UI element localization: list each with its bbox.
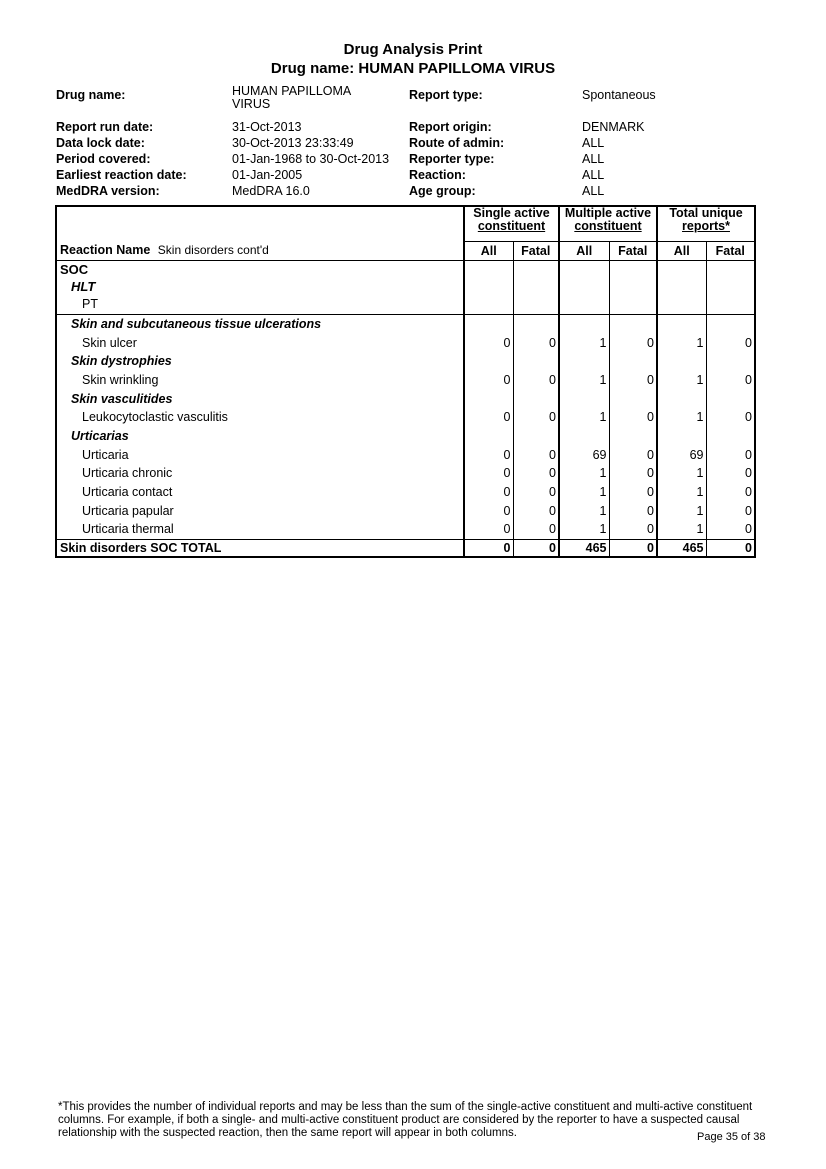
value-cell: 1	[657, 371, 706, 390]
empty-cell	[609, 295, 657, 315]
level-hlt-label: HLT	[71, 278, 96, 294]
pt-row	[56, 408, 755, 427]
value-cell: 1	[657, 408, 706, 427]
empty-cell	[657, 278, 706, 295]
value-cell: 69	[559, 445, 609, 464]
meta-label: Period covered:	[56, 152, 151, 166]
empty-cell	[609, 389, 657, 408]
page-number: Page 35 of 38	[697, 1131, 766, 1143]
value-cell: 1	[657, 501, 706, 520]
total-unique-header-line2: reports*	[682, 219, 730, 233]
empty-cell	[513, 295, 559, 315]
meta-label: Reporter type:	[409, 152, 495, 166]
value-cell: 0	[609, 520, 657, 539]
total-row	[56, 539, 755, 557]
value-cell: 0	[513, 464, 559, 483]
empty-cell	[609, 427, 657, 446]
level-pt-label: PT	[56, 295, 464, 315]
level-soc-label: SOC	[60, 261, 89, 277]
value-cell: 0	[513, 445, 559, 464]
value-cell: 0	[706, 464, 755, 483]
pt-row	[56, 371, 755, 390]
hlt-row	[56, 389, 755, 408]
legend-row	[56, 260, 755, 278]
pt-name: Urticaria contact	[82, 485, 173, 500]
value-cell: 1	[657, 333, 706, 352]
footnote: *This provides the number of individual reports and may be less than the sum of the single-active constituent and multi-active constituent columns. For example, if both a single- and multi-active constituent product are considered by the reporter to have a suspected causal relationship with the suspected reaction, then the same report will appear in both columns.	[58, 1101, 753, 1139]
value-cell: 0	[609, 371, 657, 390]
empty-cell	[464, 427, 513, 446]
reaction-name-label: Reaction Name	[60, 243, 151, 258]
value-cell: 0	[609, 483, 657, 502]
value-cell: 0	[513, 501, 559, 520]
empty-cell	[559, 389, 609, 408]
value-cell: 1	[559, 501, 609, 520]
meta-label: Age group:	[409, 184, 476, 198]
value-cell: 0	[609, 445, 657, 464]
empty-cell	[513, 352, 559, 371]
empty-cell	[464, 389, 513, 408]
value-cell: 0	[706, 501, 755, 520]
sub-header-all: All	[464, 241, 513, 260]
value-cell: 0	[513, 408, 559, 427]
hlt-name: Skin dystrophies	[71, 354, 172, 369]
legend-row	[56, 278, 755, 295]
group-header-row	[56, 206, 755, 241]
meta-value: DENMARK	[582, 120, 645, 134]
total-unique-header-line1: Total unique	[669, 206, 743, 220]
meta-label: Data lock date:	[56, 136, 145, 150]
sub-header-fatal: Fatal	[706, 241, 755, 260]
pt-row	[56, 464, 755, 483]
meta-value: 01-Jan-2005	[232, 168, 303, 182]
empty-cell	[513, 389, 559, 408]
pt-name: Leukocytoclastic vasculitis	[82, 410, 228, 425]
meta-right-labels	[409, 87, 504, 199]
pt-name: Urticaria thermal	[82, 522, 174, 537]
value-cell: 0	[464, 445, 513, 464]
meta-value: ALL	[582, 168, 605, 182]
empty-cell	[609, 352, 657, 371]
value-cell: 1	[559, 371, 609, 390]
empty-cell	[464, 314, 513, 333]
total-unique-header	[657, 206, 755, 241]
value-cell: 0	[609, 408, 657, 427]
legend-block	[56, 260, 755, 314]
value-cell: 0	[464, 333, 513, 352]
hlt-row	[56, 314, 755, 333]
multiple-active-header-line1: Multiple active	[564, 206, 652, 220]
empty-cell	[559, 352, 609, 371]
sub-header-fatal: Fatal	[513, 241, 559, 260]
empty-cell	[464, 278, 513, 295]
sub-header-row	[56, 241, 755, 260]
page-subtitle: Drug name: HUMAN PAPILLOMA VIRUS	[270, 60, 556, 77]
reaction-name-header	[56, 241, 464, 260]
total-cell: 0	[706, 539, 755, 557]
empty-cell	[706, 314, 755, 333]
value-cell: 0	[464, 464, 513, 483]
hlt-name: Skin and subcutaneous tissue ulcerations	[71, 316, 322, 331]
value-cell: 0	[464, 483, 513, 502]
total-cell: 465	[559, 539, 609, 557]
meta-label: Report run date:	[56, 120, 154, 134]
meta-right-values	[582, 87, 656, 199]
empty-cell	[657, 295, 706, 315]
empty-cell	[464, 295, 513, 315]
meta-value: ALL	[582, 136, 605, 150]
value-cell: 1	[559, 333, 609, 352]
value-cell: 0	[706, 483, 755, 502]
value-cell: 0	[464, 408, 513, 427]
meta-value: 01-Jan-1968 to 30-Oct-2013	[232, 152, 390, 166]
value-cell: 0	[513, 520, 559, 539]
empty-cell	[559, 427, 609, 446]
total-cell: 0	[609, 539, 657, 557]
blank-header-cell	[56, 206, 464, 241]
value-cell: 69	[657, 445, 706, 464]
empty-cell	[706, 389, 755, 408]
meta-label: Route of admin:	[409, 136, 505, 150]
value-cell: 0	[464, 371, 513, 390]
legend-row	[56, 295, 755, 315]
empty-cell	[706, 260, 755, 278]
empty-cell	[609, 260, 657, 278]
pt-row	[56, 333, 755, 352]
hlt-row	[56, 352, 755, 371]
meta-value: ALL	[582, 184, 605, 198]
empty-cell	[706, 427, 755, 446]
meta-value: VIRUS	[232, 97, 271, 111]
pt-name: Urticaria chronic	[82, 466, 173, 481]
value-cell: 1	[657, 520, 706, 539]
empty-cell	[706, 295, 755, 315]
page-title: Drug Analysis Print	[343, 41, 483, 58]
empty-cell	[657, 389, 706, 408]
empty-cell	[464, 352, 513, 371]
meta-value: ALL	[582, 152, 605, 166]
pt-name: Skin ulcer	[82, 335, 137, 350]
multiple-active-header	[559, 206, 657, 241]
empty-cell	[559, 295, 609, 315]
total-cell: 465	[657, 539, 706, 557]
value-cell: 1	[559, 483, 609, 502]
value-cell: 0	[706, 445, 755, 464]
meta-label: Earliest reaction date:	[56, 168, 187, 182]
value-cell: 1	[559, 520, 609, 539]
meta-value: MedDRA 16.0	[232, 184, 310, 198]
empty-cell	[657, 260, 706, 278]
empty-cell	[657, 427, 706, 446]
section-label: Skin disorders cont'd	[157, 243, 269, 258]
value-cell: 0	[609, 464, 657, 483]
empty-cell	[559, 314, 609, 333]
meta-value: HUMAN PAPILLOMA	[232, 84, 352, 98]
value-cell: 0	[513, 483, 559, 502]
pt-name: Urticaria	[82, 447, 129, 462]
meta-label: Report origin:	[409, 120, 492, 134]
empty-cell	[706, 352, 755, 371]
sub-header-all: All	[657, 241, 706, 260]
hlt-name: Urticarias	[71, 428, 129, 443]
single-active-header	[464, 206, 559, 241]
empty-cell	[559, 278, 609, 295]
pt-row	[56, 483, 755, 502]
meta-label: Drug name:	[56, 88, 126, 102]
total-cell: 0	[513, 539, 559, 557]
single-active-header-line2: constituent	[477, 219, 546, 233]
data-rows	[56, 314, 755, 539]
reaction-table	[55, 205, 756, 558]
empty-cell	[513, 427, 559, 446]
meta-value: 31-Oct-2013	[232, 120, 302, 134]
value-cell: 1	[657, 483, 706, 502]
empty-cell	[657, 314, 706, 333]
pt-row	[56, 520, 755, 539]
sub-header-fatal: Fatal	[609, 241, 657, 260]
total-block	[56, 539, 755, 557]
value-cell: 0	[513, 371, 559, 390]
value-cell: 0	[464, 520, 513, 539]
pt-name: Urticaria papular	[82, 503, 174, 518]
pt-name: Skin wrinkling	[82, 372, 159, 387]
value-cell: 0	[706, 371, 755, 390]
value-cell: 0	[609, 333, 657, 352]
meta-label: Reaction:	[409, 168, 466, 182]
value-cell: 1	[657, 464, 706, 483]
value-cell: 0	[609, 501, 657, 520]
meta-label: MedDRA version:	[56, 184, 160, 198]
value-cell: 0	[706, 408, 755, 427]
empty-cell	[559, 260, 609, 278]
value-cell: 1	[559, 464, 609, 483]
value-cell: 0	[464, 501, 513, 520]
single-active-header-line1: Single active	[473, 206, 550, 220]
multiple-active-header-line2: constituent	[574, 219, 642, 233]
total-label: Skin disorders SOC TOTAL	[56, 539, 464, 557]
empty-cell	[706, 278, 755, 295]
meta-left-labels	[56, 87, 187, 199]
sub-header-all: All	[559, 241, 609, 260]
total-cell: 0	[464, 539, 513, 557]
empty-cell	[657, 352, 706, 371]
meta-value: Spontaneous	[582, 88, 656, 102]
meta-label: Report type:	[409, 88, 483, 102]
pt-row	[56, 501, 755, 520]
hlt-row	[56, 427, 755, 446]
empty-cell	[609, 278, 657, 295]
meta-value: 30-Oct-2013 23:33:49	[232, 136, 354, 150]
value-cell: 0	[513, 333, 559, 352]
value-cell: 0	[706, 333, 755, 352]
value-cell: 0	[706, 520, 755, 539]
empty-cell	[464, 260, 513, 278]
empty-cell	[513, 260, 559, 278]
pt-row	[56, 445, 755, 464]
empty-cell	[513, 314, 559, 333]
empty-cell	[513, 278, 559, 295]
empty-cell	[609, 314, 657, 333]
hlt-name: Skin vasculitides	[71, 391, 173, 406]
value-cell: 1	[559, 408, 609, 427]
meta-left-values	[232, 85, 389, 199]
